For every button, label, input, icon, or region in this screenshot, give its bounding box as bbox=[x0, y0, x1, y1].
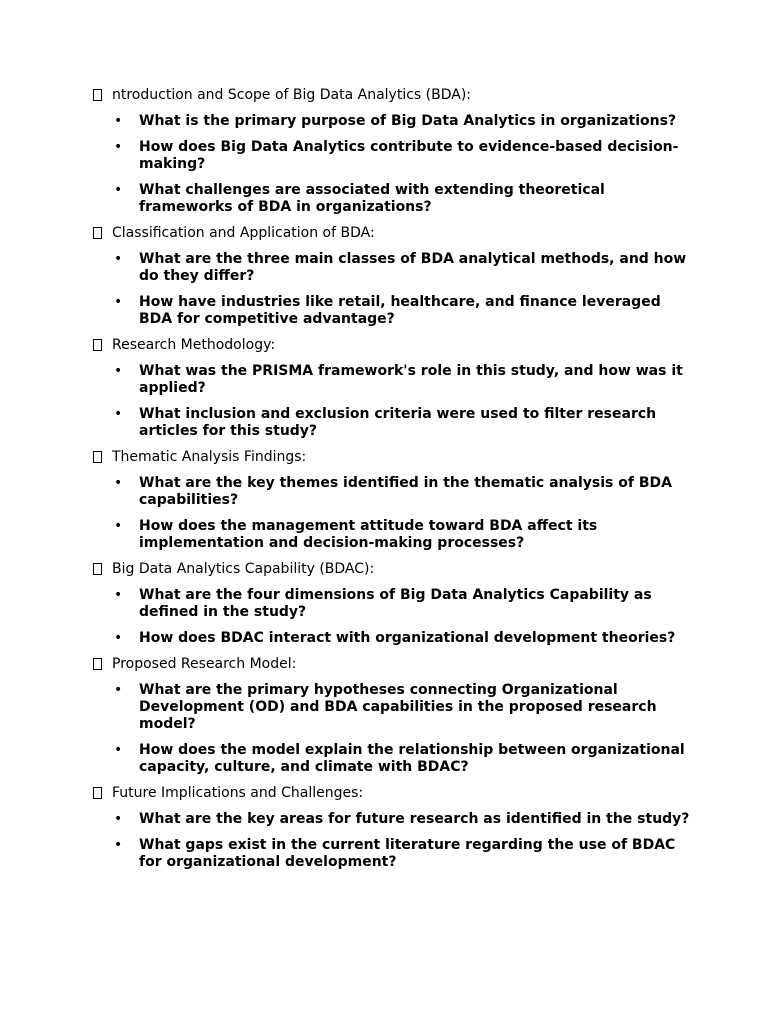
section-heading-text: Research Methodology: bbox=[112, 337, 276, 353]
list-item bbox=[92, 139, 692, 173]
question-text: How does BDAC interact with organizational development theories? bbox=[139, 630, 676, 646]
question-list bbox=[92, 475, 692, 552]
section-heading-text: Thematic Analysis Findings: bbox=[112, 449, 307, 465]
question-list bbox=[92, 363, 692, 440]
bullet-icon: • bbox=[114, 251, 123, 267]
bullet-icon: • bbox=[114, 630, 123, 646]
outline-section bbox=[92, 449, 692, 552]
question-list bbox=[92, 113, 692, 216]
outline-section bbox=[92, 561, 692, 647]
list-item bbox=[92, 742, 692, 776]
question-text: How does the model explain the relationship between organizational capacity, culture, and climate with BDAC? bbox=[139, 742, 685, 775]
bullet-icon: • bbox=[114, 811, 123, 827]
missing-glyph-box-icon bbox=[93, 563, 102, 575]
question-text: What challenges are associated with extending theoretical frameworks of BDA in organizations? bbox=[139, 182, 605, 215]
bullet-icon: • bbox=[114, 139, 123, 155]
outline-section bbox=[92, 785, 692, 871]
question-text: How does the management attitude toward BDA affect its implementation and decision-making processes? bbox=[139, 518, 598, 551]
outline-section bbox=[92, 337, 692, 440]
list-item bbox=[92, 406, 692, 440]
missing-glyph-box-icon bbox=[93, 339, 102, 351]
bullet-icon: • bbox=[114, 294, 123, 310]
section-heading bbox=[92, 561, 692, 578]
list-item bbox=[92, 630, 692, 647]
section-heading-text: ntroduction and Scope of Big Data Analytics (BDA): bbox=[112, 87, 472, 103]
bullet-icon: • bbox=[114, 742, 123, 758]
missing-glyph-box-icon bbox=[93, 658, 102, 670]
list-item bbox=[92, 363, 692, 397]
section-heading-text: Future Implications and Challenges: bbox=[112, 785, 364, 801]
question-text: How have industries like retail, healthcare, and finance leveraged BDA for competitive advantage? bbox=[139, 294, 661, 327]
question-text: What are the key areas for future research as identified in the study? bbox=[139, 811, 690, 827]
bullet-icon: • bbox=[114, 837, 123, 853]
question-text: What is the primary purpose of Big Data Analytics in organizations? bbox=[139, 113, 677, 129]
outline-section bbox=[92, 656, 692, 776]
missing-glyph-box-icon bbox=[93, 787, 102, 799]
question-text: What are the four dimensions of Big Data Analytics Capability as defined in the study? bbox=[139, 587, 652, 620]
section-heading bbox=[92, 785, 692, 802]
outline-section bbox=[92, 87, 692, 216]
list-item bbox=[92, 113, 692, 130]
missing-glyph-box-icon bbox=[93, 451, 102, 463]
section-heading bbox=[92, 225, 692, 242]
bullet-icon: • bbox=[114, 182, 123, 198]
section-heading bbox=[92, 449, 692, 466]
bullet-icon: • bbox=[114, 587, 123, 603]
question-list bbox=[92, 811, 692, 871]
question-text: What are the three main classes of BDA analytical methods, and how do they differ? bbox=[139, 251, 687, 284]
list-item bbox=[92, 682, 692, 733]
question-list bbox=[92, 587, 692, 647]
missing-glyph-box-icon bbox=[93, 89, 102, 101]
list-item bbox=[92, 811, 692, 828]
question-text: What are the primary hypotheses connecting Organizational Development (OD) and BDA capabilities in the proposed research model? bbox=[139, 682, 657, 732]
bullet-icon: • bbox=[114, 518, 123, 534]
question-text: What was the PRISMA framework's role in this study, and how was it applied? bbox=[139, 363, 683, 396]
list-item bbox=[92, 587, 692, 621]
question-outline bbox=[92, 87, 692, 880]
list-item bbox=[92, 251, 692, 285]
section-heading bbox=[92, 87, 692, 104]
section-heading bbox=[92, 337, 692, 354]
section-heading-text: Proposed Research Model: bbox=[112, 656, 297, 672]
section-heading-text: Classification and Application of BDA: bbox=[112, 225, 375, 241]
question-text: What inclusion and exclusion criteria were used to filter research articles for this study? bbox=[139, 406, 657, 439]
question-text: How does Big Data Analytics contribute to evidence-based decision-making? bbox=[139, 139, 679, 172]
question-list bbox=[92, 251, 692, 328]
bullet-icon: • bbox=[114, 682, 123, 698]
bullet-icon: • bbox=[114, 363, 123, 379]
section-heading bbox=[92, 656, 692, 673]
section-heading-text: Big Data Analytics Capability (BDAC): bbox=[112, 561, 375, 577]
bullet-icon: • bbox=[114, 113, 123, 129]
outline-section bbox=[92, 225, 692, 328]
question-text: What are the key themes identified in the thematic analysis of BDA capabilities? bbox=[139, 475, 672, 508]
question-text: What gaps exist in the current literature regarding the use of BDAC for organizational development? bbox=[139, 837, 676, 870]
list-item bbox=[92, 182, 692, 216]
question-list bbox=[92, 682, 692, 776]
bullet-icon: • bbox=[114, 406, 123, 422]
bullet-icon: • bbox=[114, 475, 123, 491]
list-item bbox=[92, 518, 692, 552]
missing-glyph-box-icon bbox=[93, 227, 102, 239]
list-item bbox=[92, 837, 692, 871]
list-item bbox=[92, 475, 692, 509]
list-item bbox=[92, 294, 692, 328]
